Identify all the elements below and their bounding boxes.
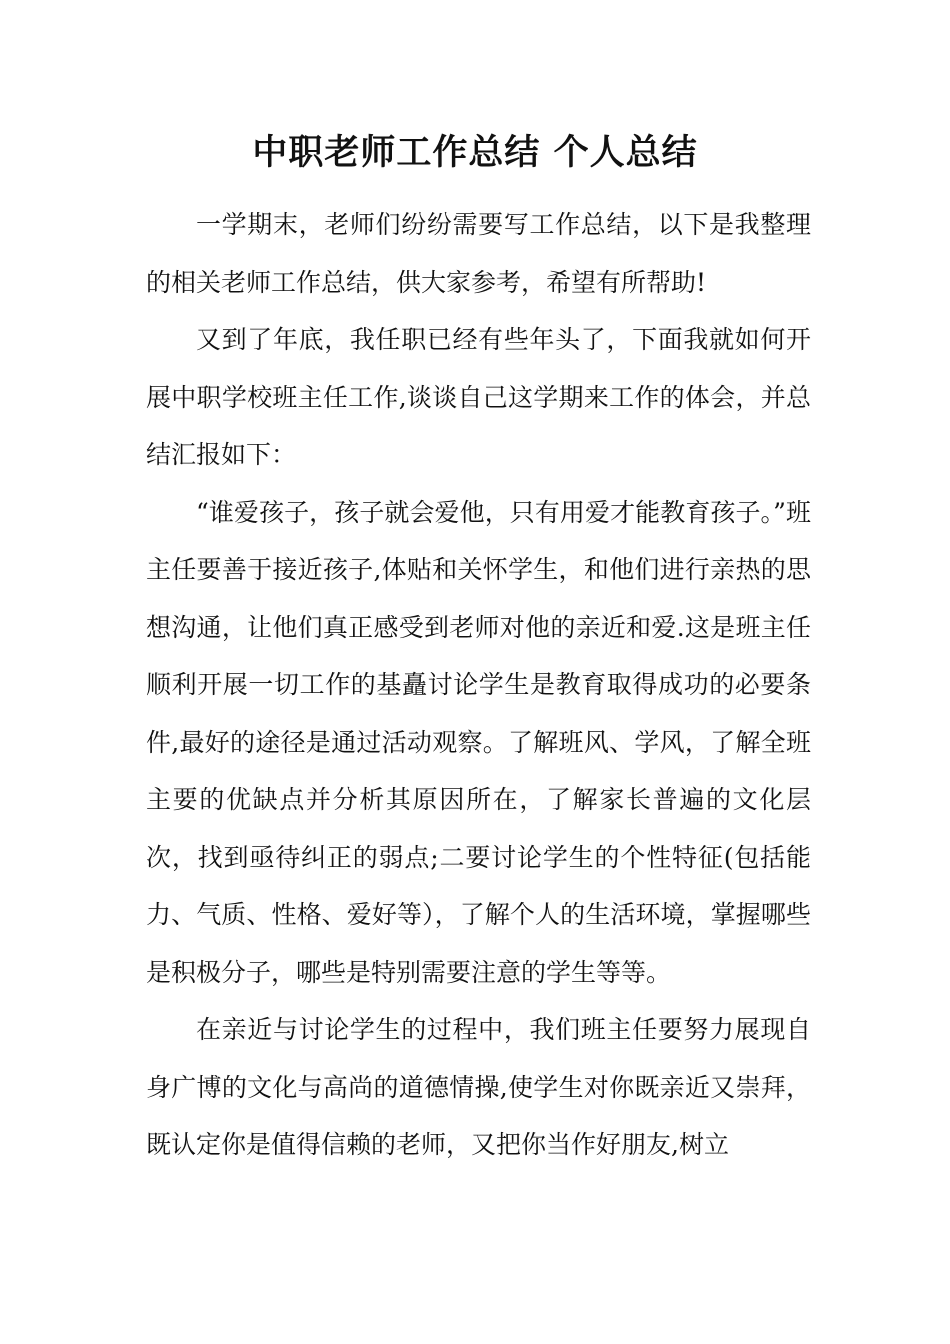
paragraph-love-students: “谁爱孩子，孩子就会爱他，只有用爱才能教育孩子。”班主任要善于接近孩子,体贴和关怀学生，和他们进行亲热的思想沟通，让他们真正感受到老师对他的亲近和爱.这是班主任顺利开展一切工作的基矗讨论学生是教育取得成功的必要条件,最好的途径是通过活动观察。了解班风、学风，了解全班主要的优缺点并分析其原因所在，了解家长普遍的文化层次，找到亟待纠正的弱点;二要讨论学生的个性特征(包括能力、气质、性格、爱好等），了解个人的生活环境，掌握哪些是积极分子，哪些是特别需要注意的学生等等。: [146, 497, 811, 987]
paragraph-self-display: 在亲近与讨论学生的过程中，我们班主任要努力展现自身广博的文化与高尚的道德情操,使学生对你既亲近又崇拜，既认定你是值得信赖的老师，又把你当作好朋友,树立: [146, 1015, 811, 1159]
document-title: 中职老师工作总结 个人总结: [252, 133, 698, 173]
document-body: [146, 196, 811, 1174]
paragraph-opening: 又到了年底，我任职已经有些年头了，下面我就如何开展中职学校班主任工作,谈谈自己这学期来工作的体会，并总结汇报如下：: [146, 325, 811, 469]
paragraph-intro: 一学期末，老师们纷纷需要写工作总结，以下是我整理的相关老师工作总结，供大家参考，希望有所帮助!: [146, 210, 811, 297]
